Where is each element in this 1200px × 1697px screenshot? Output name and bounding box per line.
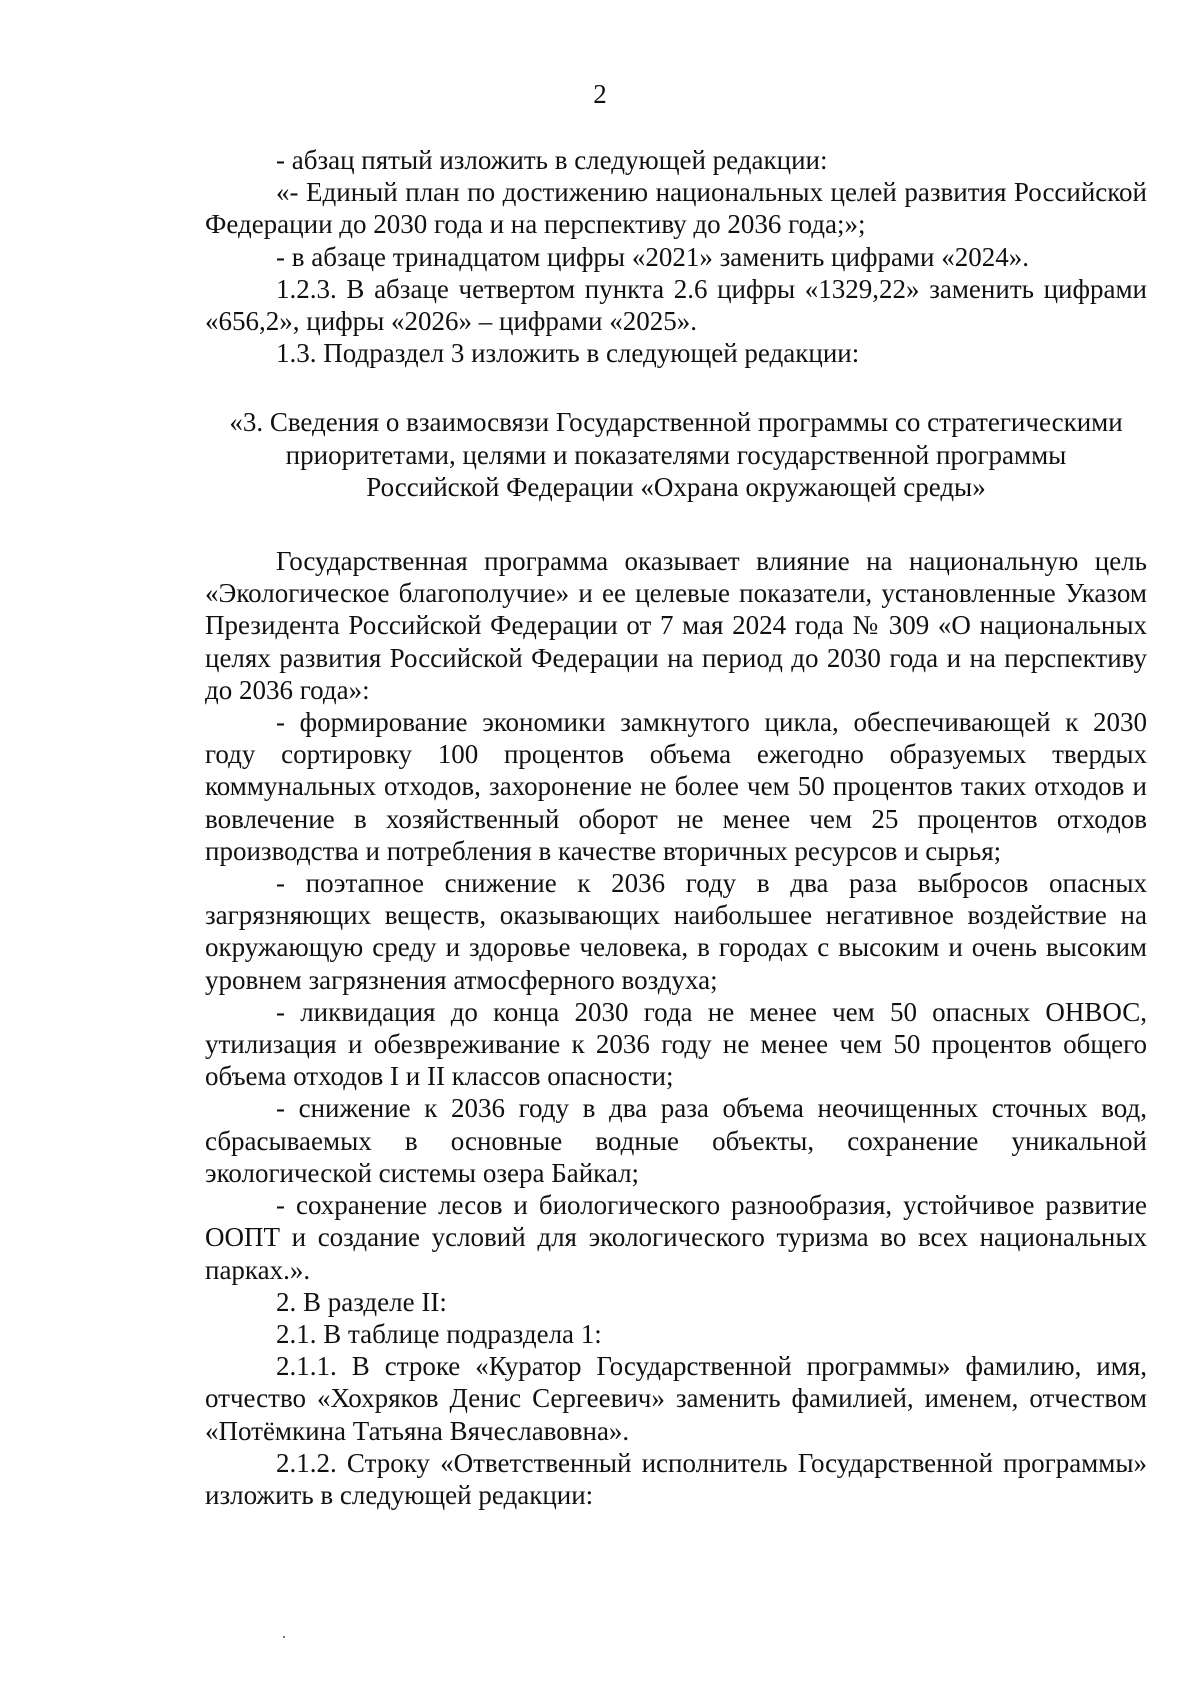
paragraph: «- Единый план по достижению национальных целей развития Российской Федерации до 2030 года и на перспективу до 2036 года;»;: [205, 177, 1147, 240]
document-body: [205, 144, 1147, 1511]
section-content: [205, 545, 1147, 1511]
paragraph: - поэтапное снижение к 2036 году в два раза выбросов опасных загрязняющих веществ, оказывающих наибольшее негативное воздействие на окружающую среду и здоровье человека, в городах с высоким и очень высоким уровнем загрязнения атмосферного воздуха;: [205, 868, 1147, 995]
paragraph: - абзац пятый изложить в следующей редакции:: [276, 145, 828, 175]
section-heading: [205, 406, 1147, 503]
paragraph: - сохранение лесов и биологического разнообразия, устойчивое развитие ООПТ и создание условий для экологического туризма во всех национальных парках.».: [205, 1190, 1147, 1285]
page-number: 2: [593, 79, 607, 109]
paragraph: 2. В разделе II:: [276, 1286, 447, 1317]
paragraph: Государственная программа оказывает влияние на национальную цель «Экологическое благополучие» и ее целевые показатели, установленные Указом Президента Российской Федерации от 7 мая 2024 года № 309 «О национальных целях развития Российской Федерации на период до 2030 года и на перспективу до 2036 года»:: [205, 546, 1147, 705]
paragraph: - ликвидация до конца 2030 года не менее чем 50 опасных ОНВОС, утилизация и обезвреживание к 2036 году не менее чем 50 процентов общего объема отходов I и II классов опасности;: [205, 996, 1147, 1092]
paragraph: - снижение к 2036 году в два раза объема неочищенных сточных вод, сбрасываемых в основные водные объекты, сохранение уникальной экологической системы озера Байкал;: [205, 1093, 1147, 1188]
paragraph: 1.2.3. В абзаце четвертом пункта 2.6 цифры «1329,22» заменить цифрами «656,2», цифры «2026» – цифрами «2025».: [205, 273, 1147, 337]
paragraph: 2.1.1. В строке «Куратор Государственной программы» фамилию, имя, отчество «Хохряков Денис Сергеевич» заменить фамилией, именем, отчеством «Потёмкина Татьяна Вячеславовна».: [205, 1351, 1147, 1446]
scan-speck: [283, 1636, 285, 1638]
heading-line: Российской Федерации «Охрана окружающей среды»: [366, 471, 986, 502]
paragraph: - формирование экономики замкнутого цикла, обеспечивающей к 2030 году сортировку 100 процентов объема ежегодно образуемых твердых коммунальных отходов, захоронение не более чем 50 процентов таких отходов и вовлечение в хозяйственный оборот не менее чем 25 процентов отходов производства и потребления в качестве вторичных ресурсов и сырья;: [205, 707, 1147, 866]
heading-line: приоритетами, целями и показателями государственной программы: [285, 439, 1067, 470]
paragraph: 1.3. Подраздел 3 изложить в следующей редакции:: [276, 338, 860, 369]
paragraph: 2.1.2. Строку «Ответственный исполнитель Государственной программы» изложить в следующей редакции:: [205, 1447, 1147, 1510]
heading-line: «3. Сведения о взаимосвязи Государственной программы со стратегическими: [229, 407, 1123, 438]
paragraph: - в абзаце тринадцатом цифры «2021» заменить цифрами «2024».: [276, 241, 1029, 272]
paragraph: 2.1. В таблице подраздела 1:: [276, 1318, 602, 1349]
